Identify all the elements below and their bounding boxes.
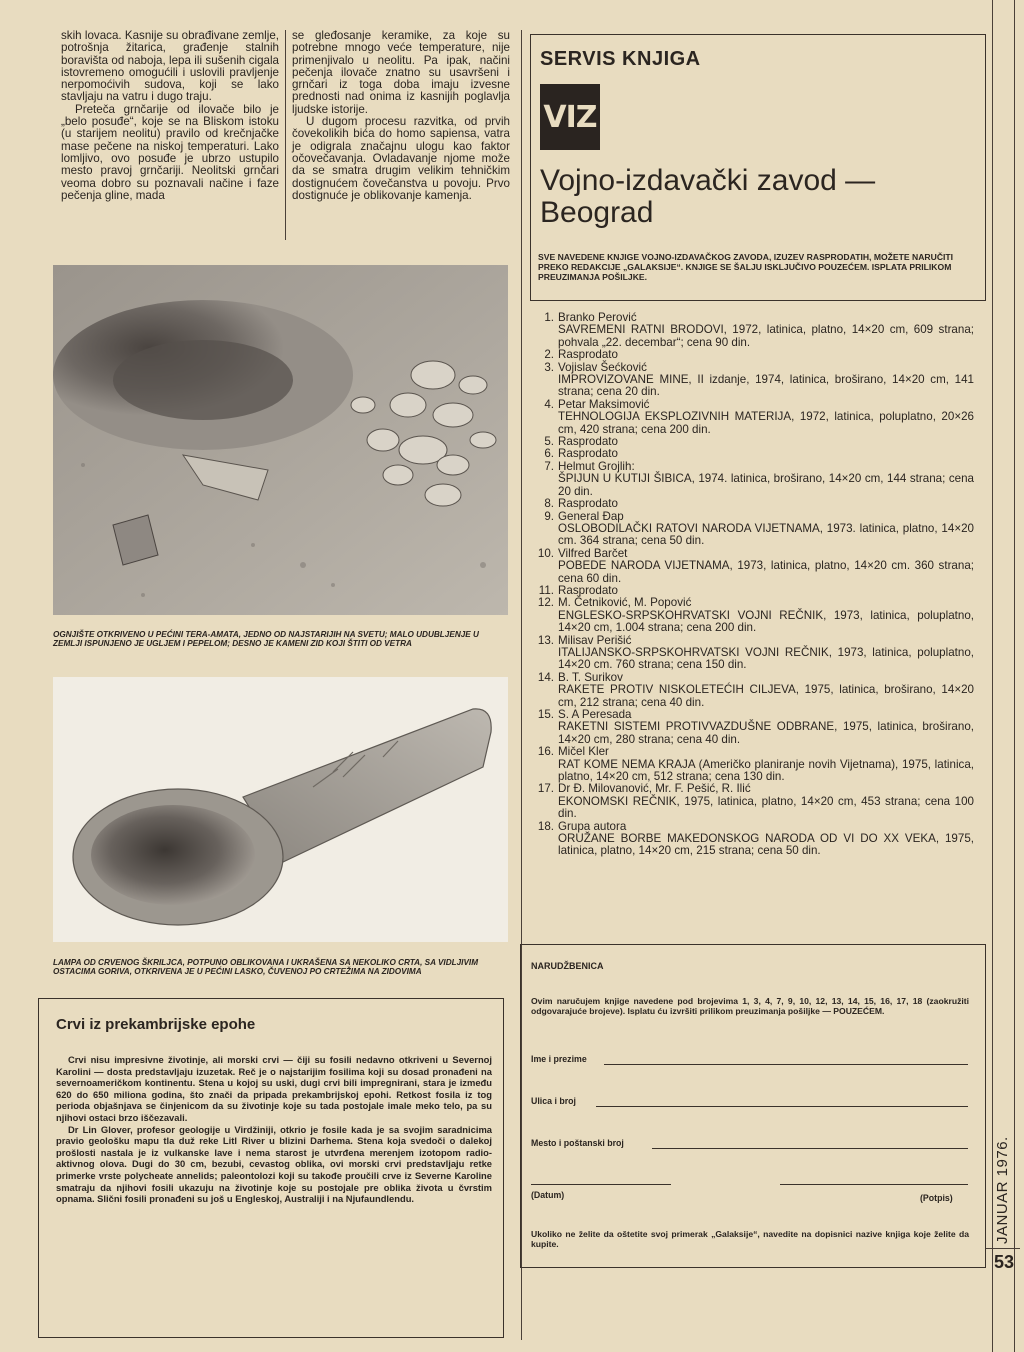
paragraph: U dugom procesu razvitka, od prvih čovekolikih bića do homo sapiensa, vatra je odigrala značajnu ulogu kao faktor očovečavanja. Ovladavanje njome može da se smatra drugim velikim tehničkim dostignućem čovečanstva u povoju. Prvo dostignuće je oblikovanje kamenja.	[292, 115, 510, 202]
article-column-2	[292, 30, 510, 202]
book-number: 17.	[537, 782, 554, 796]
book-number: 5.	[544, 435, 554, 449]
book-item	[534, 548, 974, 585]
book-item	[534, 746, 974, 783]
book-number: 14.	[537, 670, 554, 684]
book-number: 13.	[537, 633, 554, 647]
book-number: 9.	[544, 509, 554, 523]
order-form-heading: NARUDŽBENICA	[531, 961, 604, 971]
book-details: SAVREMENI RATNI BRODOVI, 1972, latinica, platno, 14×20 cm, 609 strana; pohvala „22. decembar“; cena 90 din.	[558, 323, 974, 349]
book-number: 6.	[544, 447, 554, 461]
book-author: Milisav Perišić	[558, 633, 632, 647]
book-number: 12.	[537, 596, 554, 610]
book-details: ENGLESKO-SRPSKOHRVATSKI VOJNI REČNIK, 1973, latinica, poluplatno, 14×20 cm, 1.004 strana; cena 200 din.	[558, 608, 974, 635]
order-form-text: Ovim naručujem knjige navedene pod brojevima 1, 3, 4, 7, 9, 10, 12, 13, 14, 15, 16, 17, 18 (zaokružiti odgovarajuće brojeve). Isplatu ću izvršiti prilikom preuzimanja pošiljke — POUZEĆEM.	[531, 996, 969, 1017]
book-item	[534, 511, 974, 548]
page-number-rule	[986, 1248, 1020, 1249]
lamp-image	[53, 677, 508, 942]
paragraph: Preteča grnčarije od ilovače bilo je „belo posuđe“, koje se na Bliskom istoku (u starijem neolitu) pravilo od krečnjačke mase pečene na niskoj temperaturi. Lako lomljivo, ovo posuđe je ubrzo ustupilo mesto pravoj grnčariji. Neolitski grnčari veoma dobro su poznavali načine i faze pečenja gline, mada	[61, 102, 279, 202]
book-author: Rasprodato	[558, 497, 618, 511]
book-author: Rasprodato	[558, 583, 618, 597]
book-author: Rasprodato	[558, 435, 618, 449]
book-item	[534, 783, 974, 820]
worms-article-title: Crvi iz prekambrijske epohe	[56, 1016, 256, 1033]
signature-field[interactable]	[780, 1184, 968, 1185]
book-author: Dr Đ. Milovanović, Mr. F. Pešić, R. Ilić	[558, 782, 751, 796]
book-number: 11.	[538, 583, 554, 597]
book-author: Grupa autora	[558, 819, 627, 833]
book-item	[534, 312, 974, 349]
column-divider	[285, 30, 286, 240]
book-details: ŠPIJUN U KUTIJI ŠIBICA, 1974. latinica, broširano, 14×20 cm, 144 strana; cena 20 din.	[558, 472, 974, 498]
book-details: POBEDE NARODA VIJETNAMA, 1973, latinica, platno, 14×20 cm. 360 strana; cena 60 din.	[558, 559, 974, 585]
book-list	[534, 312, 974, 858]
hearth-photo	[53, 265, 508, 615]
margin-rule	[1014, 0, 1015, 1352]
book-item	[534, 399, 974, 436]
order-footer: Ukoliko ne želite da oštetite svoj primerak „Galaksije“, navedite na dopisnici nazive knjiga koje želite da kupite.	[531, 1229, 969, 1250]
book-author: S. A Peresada	[558, 708, 632, 721]
lamp-caption: LAMPA OD CRVENOG ŠKRILJCA, POTPUNO OBLIKOVANA I UKRAŠENA SA NEKOLIKO CRTA, SA VIDLJIVIM OSTACIMA GORIVA, OTKRIVENA JE U PEĆINI LASKO, ČUVENOJ PO CRTEŽIMA NA ZIDOVIMA	[53, 958, 479, 977]
book-number: 15.	[537, 708, 554, 721]
city-label: Mesto i poštanski broj	[531, 1138, 624, 1148]
book-details: TEHNOLOGIJA EKSPLOZIVNIH MATERIJA, 1972, latinica, poluplatno, 20×26 cm, 420 strana; cena 200 din.	[558, 410, 974, 436]
book-number: 10.	[537, 546, 554, 560]
page-number: 53	[994, 1252, 1015, 1272]
book-author: Helmut Grojlih:	[558, 459, 635, 473]
paragraph: Dr Lin Glover, profesor geologije u Virdžiniji, otkrio je fosile kada je sa svojim saradnicima pravio geološku mapu tla duž reke Litl River u blizini Darhema. Stena koja svedoči o dalekoj prošlosti nastala je iz vulkanske lave i nema starost je utvrđena merenjem izotopom radio-aktivnog olova. Dugi do 30 cm, bezubi, cevastog oblika, ovi morski crvi predstavljaju retke primerke vrste polycheate annelids; paleontolozi koji su takođe proučili crve iz Severne Karoline smatraju da njihovi fosili ukazuju na životinje koje su postojale pre oblika života u čvrstim opnama. Slični fosili pronađeni su još u Engleskoj, Australiji i na Njufaundlendu.	[56, 1123, 492, 1205]
book-author: Vojislav Šećković	[558, 360, 647, 374]
book-author: M. Četniković, M. Popović	[558, 596, 692, 610]
book-author: Rasprodato	[558, 348, 618, 362]
name-field[interactable]	[604, 1064, 968, 1065]
book-author: B. T. Surikov	[558, 670, 623, 684]
book-item	[534, 498, 974, 510]
book-item	[534, 461, 974, 498]
lamp-photo	[53, 677, 508, 942]
book-details: IMPROVIZOVANE MINE, II izdanje, 1974, latinica, broširano, 14×20 cm, 141 strana; cena 20 din.	[558, 373, 974, 399]
book-details: ORUŽANE BORBE MAKEDONSKOG NARODA OD VI DO XX VEKA, 1975, latinica, platno, 14×20 cm, 215 strana; cena 50 din.	[558, 832, 974, 858]
article-column-1	[61, 30, 279, 202]
book-item	[534, 672, 974, 709]
worms-article-body	[56, 1054, 492, 1205]
paragraph: Crvi nisu impresivne životinje, ali morski crvi — čiji su fosili nedavno otkriveni u Severnoj Karolini — dosta predstavljaju izuzetak. Reč je o najstarijim fosilima koji su dosad pronađeni na severnoameričkom kontinentu. Stena u kojoj su uski, dugi crvi bili impregnirani, stara je između 620 do 650 miliona godina, što znači da pripada prekambrijskoj epohi. Retkost fosila iz tog perioda objašnjava se činjenicom da su životinje koje su tada postojale imale meko telo, pa su njihovi ostaci brzo iščezavali.	[56, 1054, 492, 1123]
book-item	[534, 349, 974, 361]
publisher-name	[540, 165, 980, 229]
viz-logo: VIZ	[540, 84, 600, 150]
book-item	[534, 448, 974, 460]
book-number: 16.	[537, 745, 554, 759]
street-label: Ulica i broj	[531, 1096, 576, 1106]
date-label: (Datum)	[531, 1190, 565, 1200]
name-label: Ime i prezime	[531, 1054, 587, 1064]
book-author: Mičel Kler	[558, 745, 609, 759]
issue-date: JANUAR 1976.	[994, 1136, 1011, 1244]
book-author: Rasprodato	[558, 447, 618, 461]
book-author: Petar Maksimović	[558, 397, 650, 411]
book-details: OSLOBODILAČKI RATOVI NARODA VIJETNAMA, 1973. latinica, platno, 14×20 cm. 364 strana; cena 50 din.	[558, 521, 974, 548]
order-notice: SVE NAVEDENE KNJIGE VOJNO-IZDAVAČKOG ZAVODA, IZUZEV RASPRODATIH, MOŽETE NARUČITI PREKO REDAKCIJE „GALAKSIJE“. KNJIGE SE ŠALJU ISKLJUČIVO POUZEĆEM. ISPLATA PRILIKOM PREUZIMANJA POŠILJKE.	[538, 252, 954, 282]
book-details: ITALIJANSKO-SRPSKOHRVATSKI VOJNI REČNIK, 1973, latinica, poluplatno, 14×20 cm. 760 strana; cena 150 din.	[558, 645, 974, 672]
book-item	[534, 597, 974, 634]
paragraph: se gleđosanje keramike, za koje su potrebne mnogo veće temperature, nije primenjivalo u neolitu. Pa ipak, načini pečenja ilovače znatno su usavršeni i grnčari iz toga doba imaju izvesne prednosti nad onima iz kasnijih poglavlja ljudske istorije.	[292, 29, 510, 116]
book-item	[534, 635, 974, 672]
margin-rule	[992, 0, 993, 1352]
book-details: RAKETNI SISTEMI PROTIVVAZDUŠNE ODBRANE, 1975, latinica, broširano, 14×20 cm, 280 strana; cena 40 din.	[558, 720, 974, 746]
paragraph: skih lovaca. Kasnije su obrađivane zemlje, potrošnja žitarica, građenje stalnih boravišta od naboja, lepa ili sušenih cigala istovremeno omogućili i uslovili pravljenje nerpomoćivih sudova, koji se lako stavljaju na vatru i dugo traju.	[61, 29, 279, 104]
book-number: 4.	[544, 397, 554, 411]
book-number: 7.	[544, 459, 554, 473]
book-details: RAT KOME NEMA KRAJA (Američko planiranje novih Vijetnama), 1975, latinica, platno, 14×20 cm, 512 strana; cena 130 din.	[558, 757, 974, 784]
servis-title: SERVIS KNJIGA	[540, 48, 701, 70]
street-field[interactable]	[596, 1106, 968, 1107]
hearth-image	[53, 265, 508, 615]
publisher-line: Vojno-izdavački zavod —	[540, 164, 876, 197]
publisher-line: Beograd	[540, 196, 654, 229]
book-details: RAKETE PROTIV NISKOLETEĆIH CILJEVA, 1975, latinica, broširano, 14×20 cm, 212 strana; cena 40 din.	[558, 683, 974, 709]
book-number: 2.	[544, 348, 554, 362]
book-author: Vilfred Barčet	[558, 546, 628, 560]
book-author: Branko Perović	[558, 311, 637, 324]
book-item	[534, 821, 974, 858]
book-item	[534, 709, 974, 746]
book-number: 8.	[544, 497, 554, 511]
book-author: General Đap	[558, 509, 624, 523]
city-field[interactable]	[652, 1148, 968, 1149]
book-number: 18.	[537, 819, 554, 833]
hearth-caption: OGNJIŠTE OTKRIVENO U PEĆINI TERA-AMATA, JEDNO OD NAJSTARIJIH NA SVETU; MALO UDUBLJENJE U ZEMLJI ISPUNJENO JE UGLJEM I PEPELOM; DESNO JE KAMENI ZID KOJI ŠTITI OD VETRA	[53, 630, 479, 649]
book-number: 3.	[544, 360, 554, 374]
signature-label: (Potpis)	[920, 1193, 953, 1203]
book-number: 1.	[544, 311, 554, 324]
book-details: EKONOMSKI REČNIK, 1975, latinica, platno, 14×20 cm, 453 strana; cena 100 din.	[558, 794, 974, 821]
date-field[interactable]	[531, 1184, 671, 1185]
book-item	[534, 362, 974, 399]
